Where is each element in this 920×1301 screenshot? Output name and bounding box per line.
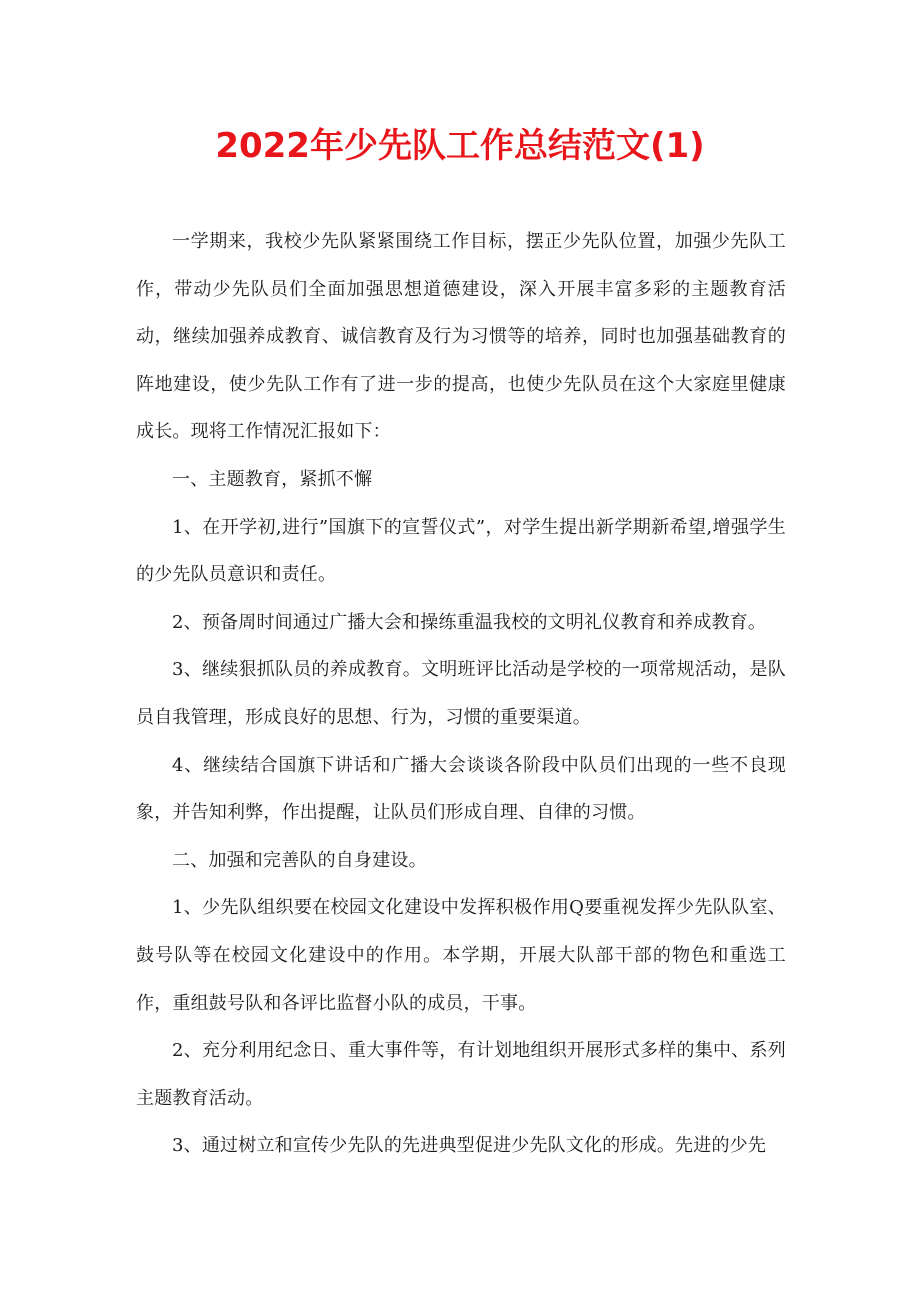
paragraph-item: 1、在开学初,进行”国旗下的宣誓仪式”，对学生提出新学期新希望,增强学生的少先队员意识和责任。 — [136, 516, 786, 586]
document-title: 2022年少先队工作总结范文(1) — [215, 126, 705, 166]
paragraph-item: 4、继续结合国旗下讲话和广播大会谈谈各阶段中队员们出现的一些不良现象，并告知利弊，作出提醒，让队员们形成自理、自律的习惯。 — [136, 754, 786, 824]
document-body — [136, 218, 786, 1170]
paragraph-item: 3、通过树立和宣传少先队的先进典型促进少先队文化的形成。先进的少先 — [172, 1135, 767, 1157]
paragraph-item: 3、继续狠抓队员的养成教育。文明班评比活动是学校的一项常规活动，是队员自我管理，形成良好的思想、行为，习惯的重要渠道。 — [136, 659, 786, 728]
paragraph-item: 1、少先队组织要在校园文化建设中发挥积极作用Q要重视发挥少先队队室、鼓号队等在校园文化建设中的作用。本学期，开展大队部干部的物色和重选工作，重组鼓号队和各评比监督小队的成员，干事。 — [136, 897, 786, 1014]
section-heading-1: 一、主题教育，紧抓不懈 — [172, 468, 373, 490]
paragraph-item: 2、充分利用纪念日、重大事件等，有计划地组织开展形式多样的集中、系列主题教育活动。 — [136, 1040, 786, 1109]
paragraph-intro: 一学期来，我校少先队紧紧围绕工作目标，摆正少先队位置，加强少先队工作，带动少先队员们全面加强思想道德建设，深入开展丰富多彩的主题教育活动，继续加强养成教育、诚信教育及行为习惯等的培养，同时也加强基础教育的阵地建设，使少先队工作有了进一步的提高，也使少先队员在这个大家庭里健康成长。现将工作情况汇报如下： — [136, 231, 786, 443]
paragraph-item: 2、预备周时间通过广播大会和操练重温我校的文明礼仪教育和养成教育。 — [172, 611, 767, 633]
section-heading-2: 二、加强和完善队的自身建设。 — [172, 849, 427, 871]
